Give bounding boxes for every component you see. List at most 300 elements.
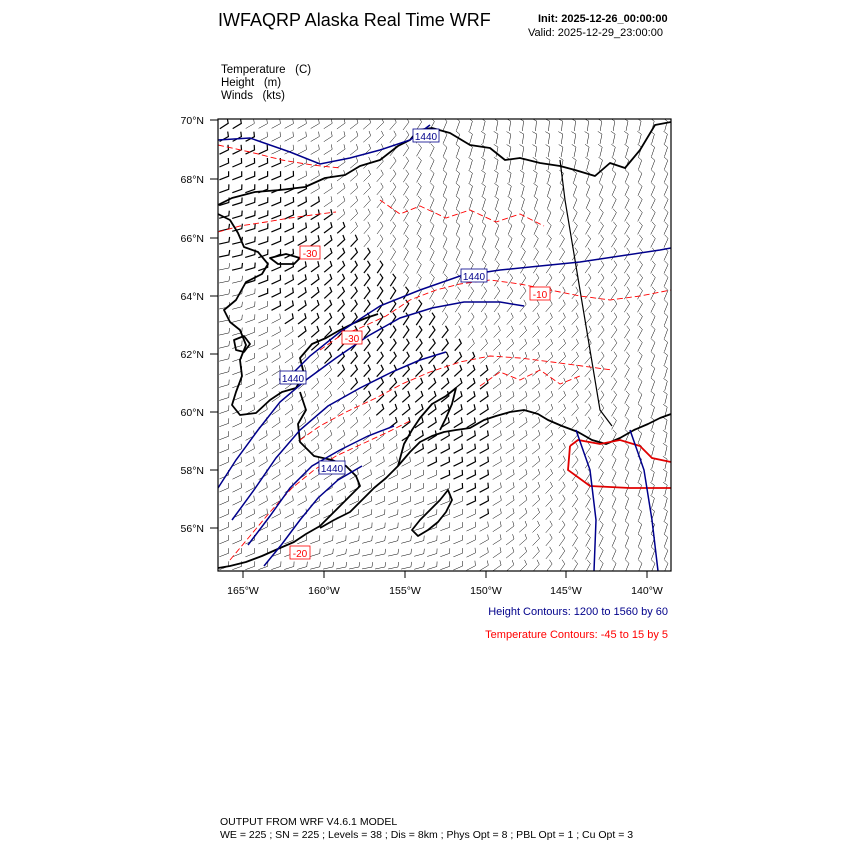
wind-barb xyxy=(259,379,268,389)
wind-barb xyxy=(599,196,603,209)
wind-barb xyxy=(285,132,294,142)
wind-barb xyxy=(611,261,617,273)
wind-barb xyxy=(271,236,280,245)
wind-barb xyxy=(480,548,489,558)
wind-barb xyxy=(663,469,667,482)
wind-barb xyxy=(663,495,667,508)
temperature-contour-label: -30 xyxy=(302,249,318,260)
wind-barb xyxy=(494,131,498,144)
wind-barb xyxy=(363,456,371,466)
wind-barb xyxy=(417,222,421,235)
wind-barb xyxy=(416,339,422,351)
wind-barb xyxy=(258,158,267,167)
wind-barb xyxy=(258,275,267,284)
wind-barb xyxy=(246,145,255,154)
wind-barb xyxy=(519,547,526,559)
wind-barb xyxy=(272,119,281,129)
wind-barb xyxy=(324,118,332,128)
wind-barb xyxy=(259,430,267,440)
wind-barb xyxy=(351,365,358,377)
wind-barb xyxy=(443,261,447,274)
wind-barb xyxy=(298,119,307,129)
temperature-warm-region xyxy=(568,440,671,488)
wind-barb xyxy=(453,535,462,544)
wind-barb xyxy=(403,326,409,338)
wind-barb xyxy=(390,196,396,208)
wind-barb xyxy=(650,430,654,443)
wind-barb xyxy=(597,119,601,131)
legend-temperature-name: Temperature xyxy=(221,64,286,76)
wind-barb xyxy=(349,562,360,569)
wind-barb xyxy=(284,562,294,570)
wind-barb xyxy=(403,339,409,351)
wind-barb xyxy=(612,404,617,417)
valid-time: Valid: 2025-12-29_23:00:00 xyxy=(528,27,663,39)
wind-barb xyxy=(546,482,553,494)
wind-barb xyxy=(456,118,460,131)
wind-barb xyxy=(585,391,591,403)
wind-barb xyxy=(638,508,642,521)
wind-barb xyxy=(403,170,408,182)
wind-barb xyxy=(651,144,655,157)
wind-barb xyxy=(259,327,268,336)
wind-barb xyxy=(572,339,579,351)
wind-barb xyxy=(323,535,333,543)
wind-barb xyxy=(298,236,307,246)
wind-barb xyxy=(519,495,527,506)
wind-barb xyxy=(363,417,371,428)
wind-barb xyxy=(585,404,591,416)
wind-barb xyxy=(311,300,319,311)
wind-barb xyxy=(351,300,357,312)
wind-barb xyxy=(507,132,511,144)
wind-barb xyxy=(364,365,371,377)
wind-barb xyxy=(547,235,552,248)
wind-barb xyxy=(415,457,424,467)
wind-barb xyxy=(625,534,629,547)
wind-barb xyxy=(611,391,616,404)
wind-barb xyxy=(598,287,604,299)
wind-barb xyxy=(664,326,668,339)
wind-barb xyxy=(324,261,332,272)
wind-barb xyxy=(663,430,667,443)
wind-barb xyxy=(495,248,499,261)
wind-barb xyxy=(455,313,461,325)
wind-barb xyxy=(259,366,268,376)
wind-barb xyxy=(456,157,460,170)
wind-barb xyxy=(219,496,228,505)
wind-barb xyxy=(284,197,293,206)
wind-barb xyxy=(337,430,345,441)
wind-barb xyxy=(456,235,460,248)
wind-barb xyxy=(519,534,526,545)
wind-barb xyxy=(246,392,255,401)
wind-barb xyxy=(443,287,448,300)
wind-barb xyxy=(219,250,230,257)
wind-barb xyxy=(494,326,501,338)
wind-barb xyxy=(403,352,409,364)
wind-barb xyxy=(508,209,512,222)
wind-barb xyxy=(625,508,629,521)
wind-barb xyxy=(480,431,489,441)
wind-barb xyxy=(664,313,668,326)
wind-barb xyxy=(377,222,383,234)
wind-barb xyxy=(559,508,565,520)
wind-barb xyxy=(598,365,604,377)
wind-barb xyxy=(651,404,655,417)
wind-barb xyxy=(612,547,616,560)
wind-barb xyxy=(246,418,255,428)
wind-barb xyxy=(532,443,540,454)
wind-barb xyxy=(664,196,668,209)
wind-barb xyxy=(493,547,501,558)
wind-barb xyxy=(495,209,499,222)
wind-barb xyxy=(416,365,423,377)
wind-barb xyxy=(651,300,655,313)
wind-barb xyxy=(533,547,540,559)
wind-barb xyxy=(337,144,345,155)
wind-barb xyxy=(285,326,293,336)
wind-barb xyxy=(611,248,616,261)
wind-barb xyxy=(364,183,371,195)
wind-barb xyxy=(519,417,527,428)
wind-barb xyxy=(480,561,489,571)
wind-barb xyxy=(323,509,332,518)
wind-barb xyxy=(324,131,332,141)
wind-barb xyxy=(585,235,590,248)
wind-barb xyxy=(624,131,628,144)
wind-barb xyxy=(311,391,318,402)
wind-barb xyxy=(338,274,345,286)
temperature-contour-label: -10 xyxy=(532,290,548,301)
wind-barb xyxy=(506,534,514,545)
wind-barb xyxy=(429,339,435,351)
wind-barb xyxy=(377,209,383,221)
wind-barb xyxy=(612,443,616,456)
wind-barb xyxy=(545,391,553,402)
wind-barb xyxy=(219,237,230,244)
wind-barb xyxy=(430,261,435,274)
wind-barb xyxy=(559,521,565,533)
wind-barb xyxy=(363,118,371,129)
wind-barb xyxy=(598,313,604,325)
wind-barb xyxy=(285,404,293,415)
wind-barb xyxy=(638,209,643,222)
wind-barb xyxy=(547,196,551,209)
wind-barb xyxy=(350,157,358,168)
wind-barb xyxy=(612,534,616,547)
height-contour-label: 1440 xyxy=(320,464,344,475)
wind-barb xyxy=(362,562,373,569)
wind-barb xyxy=(311,261,319,272)
legend-winds-name: Winds xyxy=(221,90,253,102)
wind-barb xyxy=(219,405,229,413)
wind-barb xyxy=(414,536,424,544)
wind-barb xyxy=(245,301,255,309)
wind-barb xyxy=(482,196,486,209)
wind-barb xyxy=(599,183,603,196)
wind-barb xyxy=(651,274,656,287)
wind-barb xyxy=(507,170,511,183)
wind-barb xyxy=(572,144,576,157)
wind-barb xyxy=(453,522,462,531)
wind-barb xyxy=(246,522,255,531)
wind-barb xyxy=(625,378,630,391)
wind-barb xyxy=(469,118,473,131)
wind-barb xyxy=(324,443,332,454)
wind-barb xyxy=(572,417,579,429)
wind-barb xyxy=(375,549,386,556)
wind-barb xyxy=(519,443,527,454)
wind-barb xyxy=(337,404,344,415)
wind-barb xyxy=(520,326,527,338)
wind-barb xyxy=(259,392,268,402)
wind-barb xyxy=(401,496,410,505)
wind-barb xyxy=(559,313,566,325)
wind-barb xyxy=(519,365,527,376)
wind-barb xyxy=(404,274,409,287)
wind-barb xyxy=(599,547,603,560)
wind-barb xyxy=(440,535,450,543)
wind-barb xyxy=(638,391,642,404)
wind-barb xyxy=(428,378,435,389)
wind-barb xyxy=(638,196,642,209)
wind-barb xyxy=(572,300,579,312)
wind-barb xyxy=(272,353,281,363)
wind-barb xyxy=(311,313,319,324)
wind-barb xyxy=(337,118,345,129)
lat-label: 68°N xyxy=(180,174,204,186)
wind-barb xyxy=(495,235,499,248)
wind-barb xyxy=(663,417,667,430)
wind-barb xyxy=(454,431,463,441)
wind-barb xyxy=(638,326,643,339)
wind-barb xyxy=(572,547,577,560)
wind-barb xyxy=(364,352,370,364)
wind-barb xyxy=(324,300,331,312)
wind-barb xyxy=(324,196,332,207)
wind-barb xyxy=(401,549,411,556)
wind-barb xyxy=(521,222,525,235)
wind-barb xyxy=(427,470,436,479)
wind-barb xyxy=(219,522,228,531)
wind-barb xyxy=(638,352,642,365)
wind-barb xyxy=(364,248,370,260)
wind-barb xyxy=(272,275,281,284)
wind-barb xyxy=(233,132,242,142)
wind-barb xyxy=(337,222,345,233)
wind-barb xyxy=(375,496,384,505)
wind-barb xyxy=(271,171,280,180)
wind-barb xyxy=(298,261,306,271)
wind-barb xyxy=(625,170,629,183)
lon-label: 145°W xyxy=(550,585,582,597)
wind-barb xyxy=(285,301,294,311)
wind-barb xyxy=(624,261,629,274)
wind-barb xyxy=(430,144,434,157)
wind-barb xyxy=(664,222,668,235)
wind-barb xyxy=(507,313,514,325)
wind-barb xyxy=(572,287,578,299)
wind-barb xyxy=(520,170,524,183)
wind-barb xyxy=(467,522,476,531)
wind-barb xyxy=(285,496,294,506)
border-canada xyxy=(560,160,612,426)
wind-barb xyxy=(572,495,578,507)
wind-barb xyxy=(219,184,229,192)
wind-barb xyxy=(638,300,643,313)
wind-barb xyxy=(480,496,489,506)
wind-barb xyxy=(390,287,395,299)
wind-barb xyxy=(377,248,383,260)
wind-barb xyxy=(534,209,538,222)
wind-barb xyxy=(285,469,293,479)
wind-barb xyxy=(390,326,396,338)
wind-barb xyxy=(519,391,527,402)
wind-barb xyxy=(377,339,383,351)
wind-barb xyxy=(271,210,280,219)
wind-barb xyxy=(663,391,667,404)
wind-barb xyxy=(232,535,241,544)
wind-barb xyxy=(664,131,668,144)
wind-barb xyxy=(506,119,510,131)
wind-barb xyxy=(246,119,255,129)
wind-barb xyxy=(376,404,383,415)
wind-barb xyxy=(349,549,359,556)
wind-barb xyxy=(469,235,473,248)
wind-barb xyxy=(377,274,383,286)
wind-barb xyxy=(508,196,512,209)
wind-barb xyxy=(507,145,511,157)
wind-barb xyxy=(495,196,499,209)
wind-barb xyxy=(558,404,565,416)
wind-barb xyxy=(507,326,514,338)
wind-barb xyxy=(272,365,280,375)
wind-barb xyxy=(364,287,370,299)
wind-barb xyxy=(599,209,604,222)
wind-barb xyxy=(440,561,450,569)
wind-barb xyxy=(388,483,397,492)
wind-barb xyxy=(350,417,358,428)
wind-barb xyxy=(467,535,476,544)
wind-barb xyxy=(285,158,294,167)
wind-barb xyxy=(481,170,485,183)
coastline-peninsula xyxy=(320,410,671,528)
wind-barb xyxy=(651,365,655,378)
wind-barb xyxy=(454,417,462,427)
wind-barb xyxy=(311,171,320,181)
wind-barb xyxy=(404,248,409,261)
wind-barb xyxy=(258,171,267,180)
wind-barb xyxy=(651,547,655,560)
wind-barb xyxy=(585,248,591,261)
wind-barb xyxy=(246,379,255,388)
wind-barb xyxy=(415,391,423,402)
wind-barb xyxy=(572,378,579,390)
wind-barb xyxy=(245,171,254,180)
wind-barb xyxy=(650,469,654,482)
wind-barb xyxy=(311,119,320,129)
wind-barb xyxy=(219,341,229,348)
wind-barb xyxy=(469,222,473,235)
wind-barb xyxy=(323,562,334,569)
wind-barb xyxy=(599,534,603,547)
wind-barb xyxy=(558,391,565,403)
wind-barb xyxy=(232,315,242,323)
map-plot-area xyxy=(218,118,671,573)
wind-barb xyxy=(625,404,629,417)
wind-barb xyxy=(441,444,450,454)
wind-barb xyxy=(430,183,434,196)
wind-barb xyxy=(337,261,344,273)
wind-barb xyxy=(311,326,319,337)
wind-barb xyxy=(403,157,408,170)
wind-barb xyxy=(612,508,616,521)
wind-barb xyxy=(611,326,617,338)
temperature-contour-label: -20 xyxy=(292,549,308,560)
wind-barb xyxy=(533,521,540,533)
wind-barb xyxy=(338,365,345,377)
wind-barb xyxy=(336,549,346,557)
wind-barb xyxy=(285,171,294,180)
wind-barb xyxy=(298,223,307,233)
temperature-contour-label: -30 xyxy=(344,334,360,345)
wind-barb xyxy=(625,547,629,560)
wind-barb xyxy=(414,562,424,570)
wind-barb xyxy=(310,549,320,557)
wind-barb xyxy=(558,119,563,131)
wind-barb xyxy=(219,380,229,388)
wind-barb xyxy=(625,469,629,482)
wind-barb xyxy=(651,183,655,196)
wind-barb xyxy=(338,300,345,312)
wind-barb xyxy=(467,509,476,518)
wind-barb xyxy=(586,495,591,508)
wind-barb xyxy=(298,313,306,324)
wind-barb xyxy=(546,521,553,533)
wind-barb xyxy=(454,365,461,376)
wind-barb xyxy=(519,469,527,480)
wind-barb xyxy=(337,196,345,207)
wind-barb xyxy=(233,444,242,453)
wind-barb xyxy=(572,235,577,248)
wind-barb xyxy=(429,300,434,312)
wind-barb xyxy=(350,209,357,221)
wind-barb xyxy=(625,144,629,157)
wind-barb xyxy=(532,456,540,467)
lat-label: 60°N xyxy=(180,407,204,419)
wind-barb xyxy=(599,469,604,482)
wind-barb xyxy=(506,417,514,428)
wind-barb xyxy=(532,119,536,131)
wind-barb xyxy=(443,209,447,222)
wind-barb xyxy=(430,235,434,248)
wind-barb xyxy=(402,391,409,402)
wind-barb xyxy=(376,417,384,428)
wind-barb xyxy=(258,535,267,544)
wind-barb xyxy=(388,549,399,556)
wind-barb xyxy=(377,365,384,377)
wind-barb xyxy=(560,209,564,222)
wind-barb xyxy=(533,274,539,286)
wind-barb xyxy=(246,470,255,480)
wind-barb xyxy=(285,443,293,454)
wind-barb xyxy=(598,144,602,157)
wind-barb xyxy=(664,365,668,378)
wind-barb xyxy=(454,457,463,466)
wind-barb xyxy=(664,183,668,196)
wind-barb xyxy=(324,222,332,233)
